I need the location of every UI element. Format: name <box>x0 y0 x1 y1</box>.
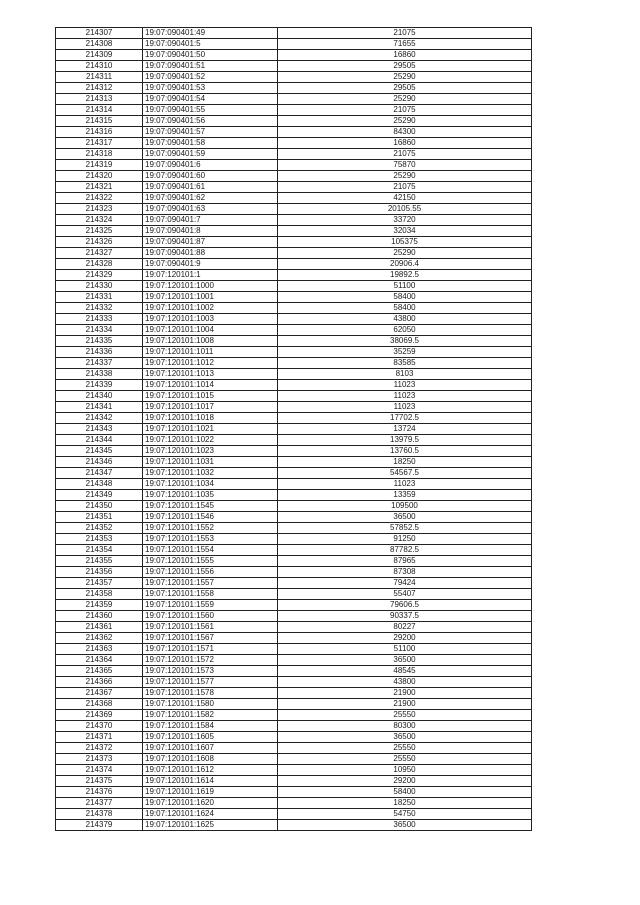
value-cell: 8103 <box>278 369 532 380</box>
row-number-cell: 214366 <box>56 677 143 688</box>
value-cell: 21900 <box>278 699 532 710</box>
cadastral-number-cell: 19:07:120101:1620 <box>143 798 278 809</box>
row-number-cell: 214349 <box>56 490 143 501</box>
row-number-cell: 214316 <box>56 127 143 138</box>
value-cell: 75870 <box>278 160 532 171</box>
table-row <box>56 611 532 622</box>
table-row <box>56 457 532 468</box>
row-number-cell: 214336 <box>56 347 143 358</box>
cadastral-number-cell: 19:07:090401:8 <box>143 226 278 237</box>
cadastral-number-cell: 19:07:120101:1624 <box>143 809 278 820</box>
data-table <box>55 27 532 831</box>
table-row <box>56 50 532 61</box>
row-number-cell: 214360 <box>56 611 143 622</box>
cadastral-number-cell: 19:07:120101:1607 <box>143 743 278 754</box>
cadastral-number-cell: 19:07:120101:1612 <box>143 765 278 776</box>
table-row <box>56 798 532 809</box>
value-cell: 21075 <box>278 105 532 116</box>
table-row <box>56 28 532 39</box>
cadastral-number-cell: 19:07:120101:1023 <box>143 446 278 457</box>
cadastral-number-cell: 19:07:090401:7 <box>143 215 278 226</box>
row-number-cell: 214377 <box>56 798 143 809</box>
cadastral-number-cell: 19:07:090401:88 <box>143 248 278 259</box>
cadastral-number-cell: 19:07:120101:1014 <box>143 380 278 391</box>
row-number-cell: 214362 <box>56 633 143 644</box>
row-number-cell: 214322 <box>56 193 143 204</box>
row-number-cell: 214332 <box>56 303 143 314</box>
row-number-cell: 214345 <box>56 446 143 457</box>
value-cell: 36500 <box>278 820 532 831</box>
value-cell: 11023 <box>278 402 532 413</box>
row-number-cell: 214337 <box>56 358 143 369</box>
cadastral-number-cell: 19:07:120101:1554 <box>143 545 278 556</box>
row-number-cell: 214347 <box>56 468 143 479</box>
row-number-cell: 214358 <box>56 589 143 600</box>
value-cell: 29505 <box>278 61 532 72</box>
table-row <box>56 556 532 567</box>
table-row <box>56 380 532 391</box>
table-row <box>56 754 532 765</box>
row-number-cell: 214330 <box>56 281 143 292</box>
table-row <box>56 424 532 435</box>
value-cell: 57852.5 <box>278 523 532 534</box>
cadastral-number-cell: 19:07:120101:1011 <box>143 347 278 358</box>
value-cell: 35259 <box>278 347 532 358</box>
value-cell: 17702.5 <box>278 413 532 424</box>
table-row <box>56 622 532 633</box>
cadastral-number-cell: 19:07:120101:1018 <box>143 413 278 424</box>
row-number-cell: 214350 <box>56 501 143 512</box>
cadastral-number-cell: 19:07:120101:1031 <box>143 457 278 468</box>
cadastral-number-cell: 19:07:090401:60 <box>143 171 278 182</box>
cadastral-number-cell: 19:07:090401:56 <box>143 116 278 127</box>
row-number-cell: 214355 <box>56 556 143 567</box>
value-cell: 87308 <box>278 567 532 578</box>
value-cell: 83585 <box>278 358 532 369</box>
cadastral-number-cell: 19:07:120101:1015 <box>143 391 278 402</box>
row-number-cell: 214313 <box>56 94 143 105</box>
cadastral-number-cell: 19:07:120101:1021 <box>143 424 278 435</box>
cadastral-number-cell: 19:07:120101:1558 <box>143 589 278 600</box>
row-number-cell: 214318 <box>56 149 143 160</box>
cadastral-number-cell: 19:07:120101:1553 <box>143 534 278 545</box>
row-number-cell: 214317 <box>56 138 143 149</box>
table-row <box>56 369 532 380</box>
cadastral-number-cell: 19:07:120101:1619 <box>143 787 278 798</box>
row-number-cell: 214352 <box>56 523 143 534</box>
row-number-cell: 214329 <box>56 270 143 281</box>
value-cell: 29505 <box>278 83 532 94</box>
row-number-cell: 214359 <box>56 600 143 611</box>
table-row <box>56 171 532 182</box>
row-number-cell: 214328 <box>56 259 143 270</box>
cadastral-number-cell: 19:07:120101:1556 <box>143 567 278 578</box>
cadastral-number-cell: 19:07:120101:1571 <box>143 644 278 655</box>
cadastral-number-cell: 19:07:120101:1017 <box>143 402 278 413</box>
table-row <box>56 72 532 83</box>
value-cell: 13979.5 <box>278 435 532 446</box>
row-number-cell: 214378 <box>56 809 143 820</box>
cadastral-number-cell: 19:07:120101:1552 <box>143 523 278 534</box>
cadastral-number-cell: 19:07:120101:1000 <box>143 281 278 292</box>
value-cell: 11023 <box>278 391 532 402</box>
table-row <box>56 413 532 424</box>
value-cell: 51100 <box>278 281 532 292</box>
table-row <box>56 83 532 94</box>
value-cell: 16860 <box>278 50 532 61</box>
table-row <box>56 259 532 270</box>
row-number-cell: 214312 <box>56 83 143 94</box>
value-cell: 71655 <box>278 39 532 50</box>
row-number-cell: 214319 <box>56 160 143 171</box>
cadastral-number-cell: 19:07:090401:49 <box>143 28 278 39</box>
table-row <box>56 600 532 611</box>
row-number-cell: 214307 <box>56 28 143 39</box>
cadastral-number-cell: 19:07:120101:1582 <box>143 710 278 721</box>
table-row <box>56 479 532 490</box>
table-row <box>56 61 532 72</box>
row-number-cell: 214323 <box>56 204 143 215</box>
table-row <box>56 490 532 501</box>
table-row <box>56 677 532 688</box>
table-row <box>56 534 532 545</box>
cadastral-number-cell: 19:07:120101:1567 <box>143 633 278 644</box>
cadastral-number-cell: 19:07:120101:1001 <box>143 292 278 303</box>
row-number-cell: 214370 <box>56 721 143 732</box>
value-cell: 79424 <box>278 578 532 589</box>
table-row <box>56 578 532 589</box>
table-row <box>56 765 532 776</box>
table-row <box>56 644 532 655</box>
cadastral-number-cell: 19:07:120101:1580 <box>143 699 278 710</box>
row-number-cell: 214331 <box>56 292 143 303</box>
cadastral-number-cell: 19:07:120101:1035 <box>143 490 278 501</box>
value-cell: 13760.5 <box>278 446 532 457</box>
cadastral-number-cell: 19:07:120101:1032 <box>143 468 278 479</box>
row-number-cell: 214314 <box>56 105 143 116</box>
row-number-cell: 214325 <box>56 226 143 237</box>
value-cell: 51100 <box>278 644 532 655</box>
value-cell: 25550 <box>278 710 532 721</box>
value-cell: 36500 <box>278 512 532 523</box>
row-number-cell: 214320 <box>56 171 143 182</box>
value-cell: 16860 <box>278 138 532 149</box>
table-row <box>56 336 532 347</box>
value-cell: 18250 <box>278 457 532 468</box>
value-cell: 21075 <box>278 182 532 193</box>
table-row <box>56 204 532 215</box>
cadastral-number-cell: 19:07:090401:50 <box>143 50 278 61</box>
table-row <box>56 105 532 116</box>
cadastral-number-cell: 19:07:090401:57 <box>143 127 278 138</box>
table-row <box>56 292 532 303</box>
table-row <box>56 776 532 787</box>
value-cell: 25550 <box>278 754 532 765</box>
value-cell: 25290 <box>278 248 532 259</box>
cadastral-number-cell: 19:07:090401:59 <box>143 149 278 160</box>
row-number-cell: 214348 <box>56 479 143 490</box>
cadastral-number-cell: 19:07:120101:1561 <box>143 622 278 633</box>
row-number-cell: 214353 <box>56 534 143 545</box>
cadastral-number-cell: 19:07:120101:1605 <box>143 732 278 743</box>
value-cell: 10950 <box>278 765 532 776</box>
row-number-cell: 214321 <box>56 182 143 193</box>
value-cell: 43800 <box>278 677 532 688</box>
value-cell: 90337.5 <box>278 611 532 622</box>
table-row <box>56 710 532 721</box>
table-row <box>56 138 532 149</box>
table-row <box>56 468 532 479</box>
table-row <box>56 248 532 259</box>
row-number-cell: 214376 <box>56 787 143 798</box>
table-row <box>56 226 532 237</box>
cadastral-number-cell: 19:07:120101:1557 <box>143 578 278 589</box>
cadastral-number-cell: 19:07:120101:1625 <box>143 820 278 831</box>
value-cell: 87782.5 <box>278 545 532 556</box>
row-number-cell: 214333 <box>56 314 143 325</box>
cadastral-number-cell: 19:07:120101:1555 <box>143 556 278 567</box>
value-cell: 13359 <box>278 490 532 501</box>
cadastral-number-cell: 19:07:090401:58 <box>143 138 278 149</box>
row-number-cell: 214369 <box>56 710 143 721</box>
cadastral-number-cell: 19:07:120101:1578 <box>143 688 278 699</box>
cadastral-number-cell: 19:07:120101:1013 <box>143 369 278 380</box>
row-number-cell: 214356 <box>56 567 143 578</box>
cadastral-number-cell: 19:07:120101:1559 <box>143 600 278 611</box>
cadastral-number-cell: 19:07:090401:6 <box>143 160 278 171</box>
table-row <box>56 391 532 402</box>
table-row <box>56 699 532 710</box>
value-cell: 20105.55 <box>278 204 532 215</box>
value-cell: 29200 <box>278 776 532 787</box>
row-number-cell: 214367 <box>56 688 143 699</box>
value-cell: 58400 <box>278 292 532 303</box>
row-number-cell: 214324 <box>56 215 143 226</box>
table-row <box>56 721 532 732</box>
table-row <box>56 358 532 369</box>
table-row <box>56 633 532 644</box>
row-number-cell: 214338 <box>56 369 143 380</box>
row-number-cell: 214375 <box>56 776 143 787</box>
table-row <box>56 270 532 281</box>
cadastral-number-cell: 19:07:090401:9 <box>143 259 278 270</box>
row-number-cell: 214363 <box>56 644 143 655</box>
value-cell: 42150 <box>278 193 532 204</box>
value-cell: 48545 <box>278 666 532 677</box>
cadastral-number-cell: 19:07:120101:1572 <box>143 655 278 666</box>
cadastral-number-cell: 19:07:090401:55 <box>143 105 278 116</box>
table-row <box>56 116 532 127</box>
cadastral-number-cell: 19:07:090401:87 <box>143 237 278 248</box>
table-row <box>56 303 532 314</box>
row-number-cell: 214340 <box>56 391 143 402</box>
cadastral-number-cell: 19:07:120101:1034 <box>143 479 278 490</box>
table-row <box>56 94 532 105</box>
table-row <box>56 589 532 600</box>
cadastral-number-cell: 19:07:120101:1545 <box>143 501 278 512</box>
row-number-cell: 214343 <box>56 424 143 435</box>
value-cell: 84300 <box>278 127 532 138</box>
table-row <box>56 402 532 413</box>
row-number-cell: 214342 <box>56 413 143 424</box>
table-row <box>56 809 532 820</box>
value-cell: 33720 <box>278 215 532 226</box>
table-row <box>56 820 532 831</box>
cadastral-number-cell: 19:07:120101:1012 <box>143 358 278 369</box>
table-row <box>56 688 532 699</box>
cadastral-number-cell: 19:07:120101:1614 <box>143 776 278 787</box>
value-cell: 20906.4 <box>278 259 532 270</box>
value-cell: 18250 <box>278 798 532 809</box>
row-number-cell: 214354 <box>56 545 143 556</box>
cadastral-number-cell: 19:07:090401:62 <box>143 193 278 204</box>
value-cell: 105375 <box>278 237 532 248</box>
cadastral-number-cell: 19:07:120101:1002 <box>143 303 278 314</box>
value-cell: 36500 <box>278 732 532 743</box>
value-cell: 91250 <box>278 534 532 545</box>
value-cell: 79606.5 <box>278 600 532 611</box>
row-number-cell: 214379 <box>56 820 143 831</box>
table-row <box>56 512 532 523</box>
table-row <box>56 39 532 50</box>
value-cell: 19892.5 <box>278 270 532 281</box>
cadastral-number-cell: 19:07:120101:1577 <box>143 677 278 688</box>
table-row <box>56 281 532 292</box>
value-cell: 87965 <box>278 556 532 567</box>
row-number-cell: 214368 <box>56 699 143 710</box>
row-number-cell: 214309 <box>56 50 143 61</box>
table-row <box>56 160 532 171</box>
row-number-cell: 214326 <box>56 237 143 248</box>
cadastral-number-cell: 19:07:120101:1608 <box>143 754 278 765</box>
cadastral-number-cell: 19:07:120101:1003 <box>143 314 278 325</box>
value-cell: 11023 <box>278 479 532 490</box>
cadastral-number-cell: 19:07:120101:1022 <box>143 435 278 446</box>
cadastral-number-cell: 19:07:090401:51 <box>143 61 278 72</box>
row-number-cell: 214351 <box>56 512 143 523</box>
cadastral-number-cell: 19:07:090401:5 <box>143 39 278 50</box>
row-number-cell: 214308 <box>56 39 143 50</box>
row-number-cell: 214365 <box>56 666 143 677</box>
row-number-cell: 214374 <box>56 765 143 776</box>
table-row <box>56 655 532 666</box>
row-number-cell: 214361 <box>56 622 143 633</box>
value-cell: 21075 <box>278 149 532 160</box>
value-cell: 36500 <box>278 655 532 666</box>
row-number-cell: 214315 <box>56 116 143 127</box>
cadastral-number-cell: 19:07:120101:1546 <box>143 512 278 523</box>
value-cell: 62050 <box>278 325 532 336</box>
value-cell: 38069.5 <box>278 336 532 347</box>
value-cell: 25550 <box>278 743 532 754</box>
row-number-cell: 214371 <box>56 732 143 743</box>
table-row <box>56 182 532 193</box>
row-number-cell: 214357 <box>56 578 143 589</box>
table-row <box>56 435 532 446</box>
row-number-cell: 214335 <box>56 336 143 347</box>
cadastral-number-cell: 19:07:090401:54 <box>143 94 278 105</box>
table-row <box>56 567 532 578</box>
table-row <box>56 127 532 138</box>
table-row <box>56 732 532 743</box>
value-cell: 54567.5 <box>278 468 532 479</box>
row-number-cell: 214327 <box>56 248 143 259</box>
value-cell: 25290 <box>278 94 532 105</box>
cadastral-number-cell: 19:07:120101:1584 <box>143 721 278 732</box>
value-cell: 55407 <box>278 589 532 600</box>
table-row <box>56 237 532 248</box>
row-number-cell: 214334 <box>56 325 143 336</box>
cadastral-number-cell: 19:07:120101:1008 <box>143 336 278 347</box>
row-number-cell: 214310 <box>56 61 143 72</box>
table-row <box>56 743 532 754</box>
row-number-cell: 214311 <box>56 72 143 83</box>
table-row <box>56 446 532 457</box>
table-row <box>56 666 532 677</box>
value-cell: 25290 <box>278 72 532 83</box>
value-cell: 21075 <box>278 28 532 39</box>
value-cell: 58400 <box>278 787 532 798</box>
value-cell: 25290 <box>278 171 532 182</box>
row-number-cell: 214344 <box>56 435 143 446</box>
cadastral-number-cell: 19:07:120101:1004 <box>143 325 278 336</box>
row-number-cell: 214346 <box>56 457 143 468</box>
table-row <box>56 787 532 798</box>
value-cell: 109500 <box>278 501 532 512</box>
value-cell: 80300 <box>278 721 532 732</box>
table-row <box>56 149 532 160</box>
value-cell: 25290 <box>278 116 532 127</box>
row-number-cell: 214339 <box>56 380 143 391</box>
value-cell: 21900 <box>278 688 532 699</box>
cadastral-number-cell: 19:07:120101:1 <box>143 270 278 281</box>
value-cell: 43800 <box>278 314 532 325</box>
table-row <box>56 193 532 204</box>
value-cell: 32034 <box>278 226 532 237</box>
value-cell: 29200 <box>278 633 532 644</box>
row-number-cell: 214372 <box>56 743 143 754</box>
cadastral-number-cell: 19:07:090401:52 <box>143 72 278 83</box>
value-cell: 13724 <box>278 424 532 435</box>
cadastral-number-cell: 19:07:120101:1573 <box>143 666 278 677</box>
table-row <box>56 523 532 534</box>
table-row <box>56 325 532 336</box>
value-cell: 58400 <box>278 303 532 314</box>
table-row <box>56 501 532 512</box>
cadastral-number-cell: 19:07:090401:61 <box>143 182 278 193</box>
value-cell: 54750 <box>278 809 532 820</box>
table-row <box>56 545 532 556</box>
table-row <box>56 314 532 325</box>
table-row <box>56 347 532 358</box>
value-cell: 80227 <box>278 622 532 633</box>
table-body <box>56 28 532 831</box>
row-number-cell: 214373 <box>56 754 143 765</box>
value-cell: 11023 <box>278 380 532 391</box>
row-number-cell: 214364 <box>56 655 143 666</box>
cadastral-number-cell: 19:07:090401:53 <box>143 83 278 94</box>
row-number-cell: 214341 <box>56 402 143 413</box>
table-row <box>56 215 532 226</box>
cadastral-number-cell: 19:07:090401:63 <box>143 204 278 215</box>
cadastral-number-cell: 19:07:120101:1560 <box>143 611 278 622</box>
